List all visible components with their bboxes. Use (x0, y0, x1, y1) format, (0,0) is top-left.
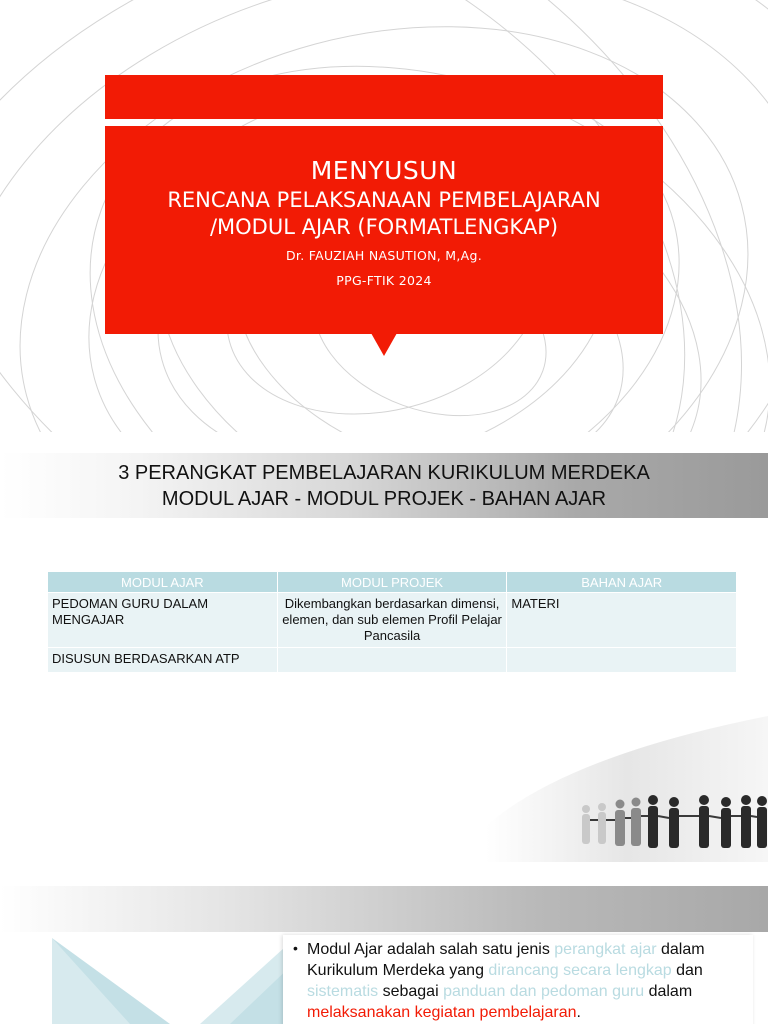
bullet-text-highlight: sistematis (307, 983, 379, 1000)
slide-subtitle-line1: RENCANA PELAKSANAAN PEMBELAJARAN (167, 188, 601, 212)
slide-title: MENYUSUN (310, 156, 458, 185)
banner-line1: 3 PERANGKAT PEMBELAJARAN KURIKULUM MERDEKA (118, 462, 650, 484)
device-comparison-table (47, 571, 737, 673)
overview-slide (0, 432, 768, 886)
overview-banner (0, 453, 768, 518)
bullet-text-highlight: panduan dan pedoman guru (443, 983, 645, 1000)
bullet-text-emphasis: melaksanakan kegiatan pembelajaran (307, 1004, 577, 1021)
table-cell: MATERI (507, 593, 736, 647)
title-pointer-arrow (371, 333, 397, 356)
title-slide (0, 0, 768, 432)
column-header-modul-projek: MODUL PROJEK (278, 572, 507, 592)
header-accent-bar (105, 75, 663, 119)
bullet-symbol: • (293, 940, 298, 956)
title-box (105, 126, 663, 334)
bullet-text-part: dalam Kurikulum Merdeka yang (307, 941, 705, 979)
bullet-text-part: dalam (644, 983, 693, 1000)
column-header-modul-ajar: MODUL AJAR (48, 572, 277, 592)
table-cell (507, 648, 736, 672)
slide-subtitle-line2: /MODUL AJAR (FORMATLENGKAP) (209, 215, 559, 239)
teal-triangle-art (0, 932, 300, 1024)
bullet-text-highlight: perangkat ajar (554, 941, 657, 958)
bullet-text-highlight: dirancang secara lengkap (488, 962, 672, 979)
definition-slide (0, 886, 768, 1024)
bullet-text-part: . (576, 1004, 581, 1021)
table-header-row (48, 572, 736, 592)
table-cell: DISUSUN BERDASARKAN ATP (48, 648, 277, 672)
people-holding-hands-image (486, 716, 768, 862)
bullet-text-part: sebagai (378, 983, 444, 1000)
slide-header-bar (0, 886, 768, 932)
author-name: Dr. FAUZIAH NASUTION, M,Ag. (285, 248, 483, 263)
organization-year: PPG-FTIK 2024 (336, 273, 432, 288)
table-cell: PEDOMAN GURU DALAM MENGAJAR (48, 593, 277, 647)
bullet-text-part: Modul Ajar adalah salah satu jenis (307, 941, 555, 958)
table-cell (278, 648, 507, 672)
table-row (48, 648, 736, 672)
definition-bullet (283, 935, 753, 1024)
table-cell: Dikembangkan berdasarkan dimensi, elemen, dan sub elemen Profil Pelajar Pancasila (278, 593, 507, 647)
bullet-text-part: dan (671, 962, 703, 979)
banner-line2: MODUL AJAR - MODUL PROJEK - BAHAN AJAR (161, 488, 607, 510)
table-row (48, 593, 736, 647)
column-header-bahan-ajar: BAHAN AJAR (507, 572, 736, 592)
